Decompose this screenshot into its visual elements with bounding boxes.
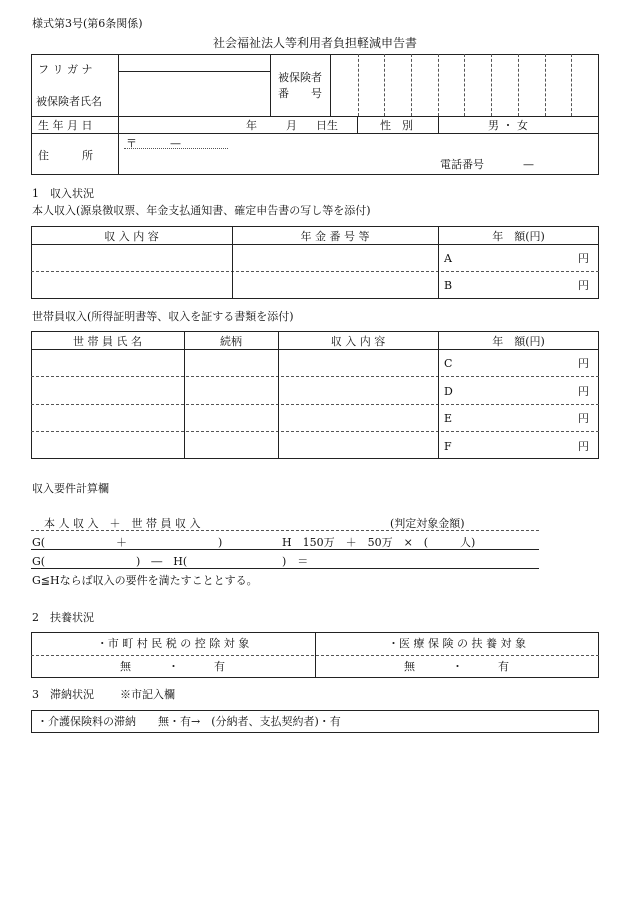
insured-number-label-2: 番 号	[278, 87, 322, 100]
calc-judge-label: (判定対象金額)	[390, 517, 465, 530]
insured-name-label: 被保険者氏名	[36, 95, 102, 108]
dep-ins-none[interactable]: 無	[404, 660, 415, 673]
birth-year-label: 年	[246, 119, 257, 132]
insured-name-field[interactable]	[122, 74, 266, 114]
row-e-unit: 円	[578, 412, 589, 425]
calc-rule: G≦Hならば収入の要件を満たすこととする。	[32, 574, 258, 587]
income-section-title: 1 収入状況	[32, 187, 94, 200]
birth-day-label: 日生	[316, 119, 338, 132]
postal-mark: 〒	[126, 137, 137, 150]
birth-date-label: 生 年 月 日	[38, 119, 93, 132]
calc-g-close: )	[218, 536, 223, 549]
dependents-section-title: 2 扶養状況	[32, 611, 94, 624]
hh-header-name: 世 帯 員 氏 名	[73, 335, 142, 348]
row-f-key: F	[444, 440, 452, 453]
row-c-key: C	[444, 357, 453, 370]
dep-tax-dot: ・	[168, 660, 179, 673]
dep-ins-yes[interactable]: 有	[498, 660, 509, 673]
dep-ins-dot: ・	[452, 660, 463, 673]
row-b-unit: 円	[578, 279, 589, 292]
calc-h-text: H 150万 ＋ 50万 × (	[282, 536, 429, 549]
calc-minus-h: ) ― H(	[136, 555, 188, 568]
arrears-text: ・介護保険料の滞納 無・有→ (分納者、支払契約者)・有	[37, 715, 341, 728]
own-header-income: 収 入 内 容	[104, 230, 159, 243]
postal-code-field[interactable]	[124, 148, 228, 149]
row-d-key: D	[444, 385, 453, 398]
household-income-table	[31, 331, 599, 459]
calc-title: 収入要件計算欄	[32, 482, 109, 495]
birth-month-label: 月	[286, 119, 297, 132]
calc-g-open: G(	[32, 536, 46, 549]
form-title: 社会福祉法人等利用者負担軽減申告書	[212, 36, 417, 50]
furigana-label: フ リ ガ ナ	[38, 63, 93, 76]
gender-options[interactable]: 男 ・ 女	[488, 119, 528, 132]
dep-tax-none[interactable]: 無	[120, 660, 131, 673]
own-header-pension: 年 金 番 号 等	[300, 230, 370, 243]
row-f-unit: 円	[578, 440, 589, 453]
own-header-amount: 年 額(円)	[492, 230, 545, 243]
own-income-title: 本人収入(源泉徴収票、年金支払通知書、確定申告書の写し等を添付)	[32, 204, 371, 217]
address-label: 住 所	[38, 149, 93, 162]
calc-plus: ＋	[116, 536, 127, 549]
postal-dash: —	[170, 137, 181, 150]
calc-h-close: 人)	[460, 536, 476, 549]
dep-tax-yes[interactable]: 有	[214, 660, 225, 673]
dep-col-tax: ・市 町 村 民 税 の 控 除 対 象	[96, 637, 250, 650]
household-income-title: 世帯員収入(所得証明書等、収入を証する書類を添付)	[32, 310, 294, 323]
hh-header-relation: 続柄	[220, 335, 242, 348]
calc-formula-head: 本 人 収 入 ＋ 世 帯 員 収 入	[44, 517, 201, 530]
hh-header-amount: 年 額(円)	[492, 335, 545, 348]
phone-dash: —	[523, 158, 534, 171]
arrears-city-note: ※市記入欄	[120, 688, 175, 701]
row-a-unit: 円	[578, 252, 589, 265]
row-d-unit: 円	[578, 385, 589, 398]
insured-number-field[interactable]	[332, 56, 597, 114]
gender-label: 性 別	[380, 119, 413, 132]
calc-g2-open: G(	[32, 555, 46, 568]
row-a-key: A	[444, 252, 452, 265]
dep-col-insurance: ・医 療 保 険 の 扶 養 対 象	[388, 637, 526, 650]
hh-header-income: 収 入 内 容	[330, 335, 386, 348]
form-number: 様式第3号(第6条関係)	[32, 17, 143, 30]
row-e-key: E	[444, 412, 453, 425]
insured-number-label-1: 被保険者	[278, 71, 322, 84]
row-b-key: B	[444, 279, 453, 292]
calc-equals: ) ＝	[282, 555, 309, 568]
furigana-field[interactable]	[122, 56, 266, 69]
phone-label: 電話番号	[440, 158, 484, 171]
arrears-section-title: 3 滞納状況	[32, 688, 94, 701]
row-c-unit: 円	[578, 357, 589, 370]
